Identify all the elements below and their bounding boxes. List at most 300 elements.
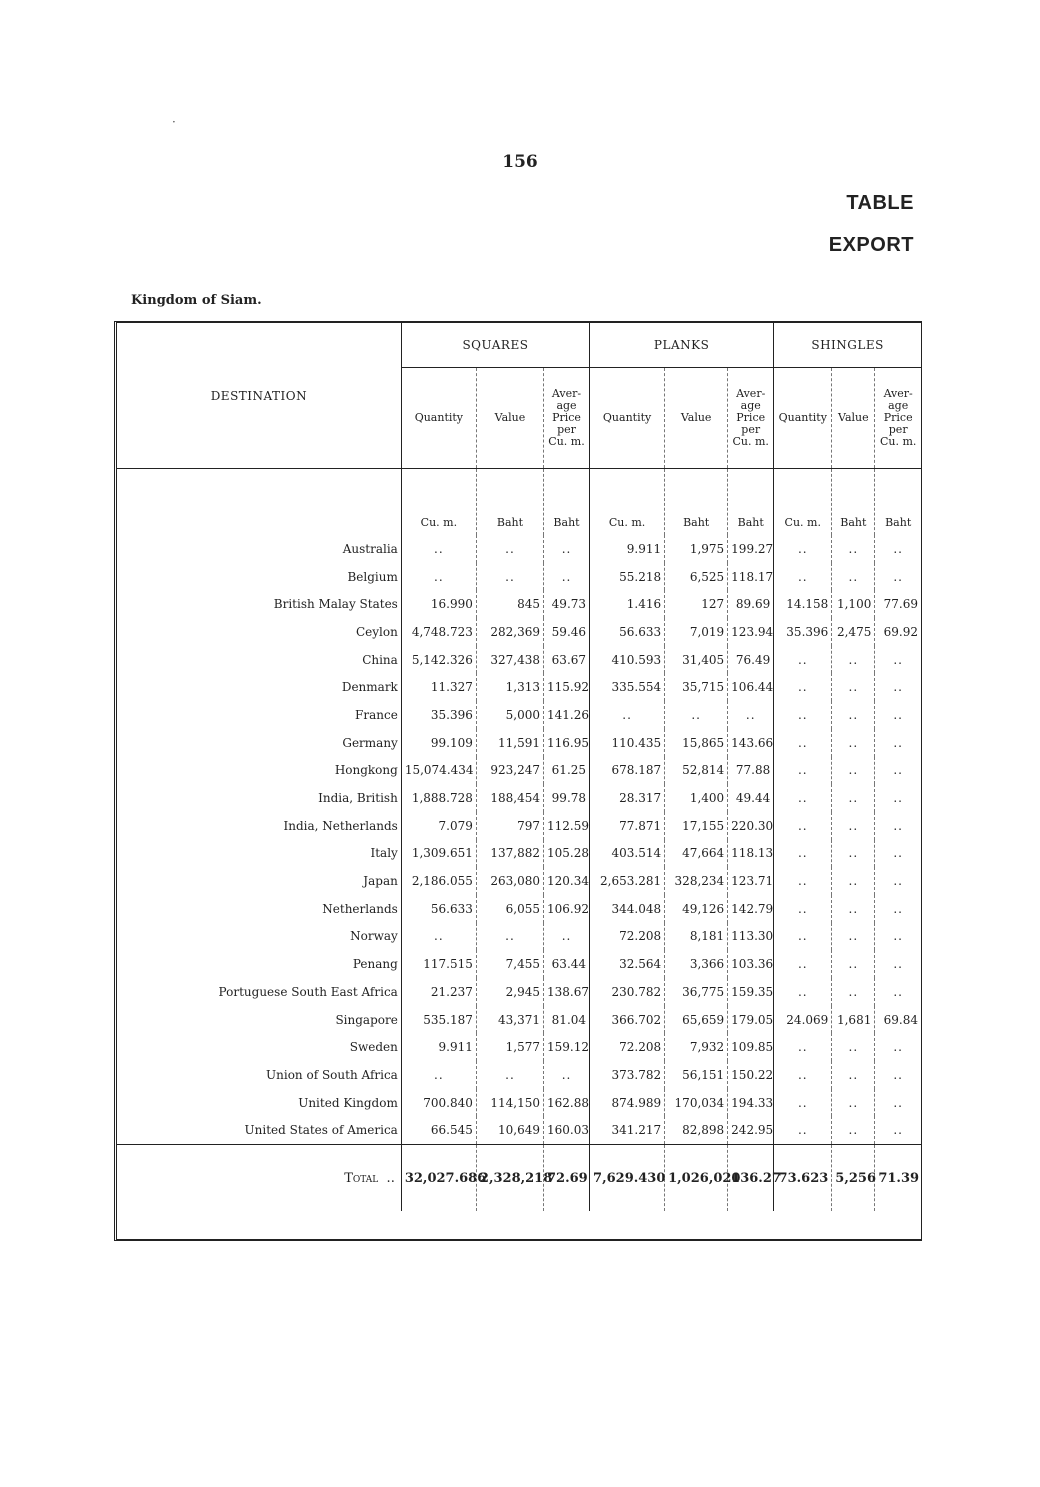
squares-avg-price-cell: 115.92: [543, 673, 589, 701]
planks-value-cell: ..: [665, 701, 728, 729]
planks-value-cell: 127: [665, 590, 728, 618]
shingles-value-cell: ..: [832, 895, 875, 923]
planks-avg-price-cell: 123.94: [728, 618, 774, 646]
squares-avg-price-cell: 106.92: [543, 895, 589, 923]
shingles-quantity-cell: ..: [774, 784, 832, 812]
planks-value-cell: 6,525: [665, 563, 728, 591]
planks-value-cell: 1,400: [665, 784, 728, 812]
planks-avg-price-cell: 143.66: [728, 729, 774, 757]
planks-value-cell: 47,664: [665, 840, 728, 868]
destination-cell: [117, 840, 401, 868]
destination-name: Netherlands: [322, 901, 398, 916]
table-row: [117, 950, 921, 978]
planks-quantity-cell: 110.435: [590, 729, 665, 757]
squares-avg-price-cell: ..: [543, 563, 589, 591]
shingles-avg-price-cell: ..: [875, 1089, 921, 1117]
destination-cell: [117, 1089, 401, 1117]
destination-name: British Malay States: [273, 597, 398, 612]
destination-cell: [117, 701, 401, 729]
shingles-quantity-cell: ..: [774, 729, 832, 757]
planks-quantity-cell: 1.416: [590, 590, 665, 618]
shingles-value-cell: 1,681: [832, 1006, 875, 1034]
planks-avg-price-cell: 142.79: [728, 895, 774, 923]
destination-name: Germany: [342, 735, 398, 750]
destination-cell: [117, 1006, 401, 1034]
shingles-avg-price-cell: ..: [875, 757, 921, 785]
planks-quantity-cell: 28.317: [590, 784, 665, 812]
destination-name: United Kingdom: [298, 1095, 398, 1110]
squares-value-cell: ..: [476, 535, 543, 563]
shingles-avg-price-cell: ..: [875, 895, 921, 923]
shingles-value-cell: ..: [832, 563, 875, 591]
shingles-quantity-cell: ..: [774, 867, 832, 895]
planks-avg-price-header: Aver-age Price per Cu. m.: [728, 368, 774, 469]
unit-cell: Baht: [728, 469, 774, 536]
planks-value-cell: 3,366: [665, 950, 728, 978]
destination-name: Australia: [342, 541, 398, 556]
table-row: [117, 646, 921, 674]
squares-value-cell: 282,369: [476, 618, 543, 646]
squares-value-cell: 10,649: [476, 1116, 543, 1144]
planks-value-cell: 52,814: [665, 757, 728, 785]
squares-quantity-cell: 15,074.434: [401, 757, 476, 785]
squares-quantity-cell: 7.079: [401, 812, 476, 840]
squares-avg-price-cell: ..: [543, 923, 589, 951]
page-number: 156: [502, 152, 538, 172]
squares-avg-price-cell: 162.88: [543, 1089, 589, 1117]
shingles-avg-price-cell: ..: [875, 784, 921, 812]
shingles-header: SHINGLES: [774, 323, 921, 368]
squares-value-cell: 6,055: [476, 895, 543, 923]
squares-value-cell: 114,150: [476, 1089, 543, 1117]
table-row: [117, 840, 921, 868]
shingles-quantity-header: Quantity: [774, 368, 832, 469]
shingles-value-cell: ..: [832, 1089, 875, 1117]
squares-quantity-cell: 16.990: [401, 590, 476, 618]
planks-quantity-cell: 335.554: [590, 673, 665, 701]
shingles-avg-price-cell: ..: [875, 1033, 921, 1061]
destination-name: Denmark: [341, 680, 398, 695]
squares-quantity-cell: 21.237: [401, 978, 476, 1006]
squares-avg-price-cell: 159.12: [543, 1033, 589, 1061]
planks-avg-price-cell: 242.95: [728, 1116, 774, 1144]
destination-cell: [117, 535, 401, 563]
planks-value-cell: 49,126: [665, 895, 728, 923]
squares-quantity-cell: ..: [401, 535, 476, 563]
planks-quantity-cell: ..: [590, 701, 665, 729]
squares-quantity-cell: ..: [401, 1061, 476, 1089]
destination-cell: [117, 950, 401, 978]
squares-value-cell: 188,454: [476, 784, 543, 812]
squares-quantity-cell: 11.327: [401, 673, 476, 701]
destination-cell: [117, 978, 401, 1006]
shingles-value-cell: ..: [832, 978, 875, 1006]
shingles-avg-price-cell: ..: [875, 1116, 921, 1144]
shingles-quantity-cell: ..: [774, 1033, 832, 1061]
squares-value-cell: 1,577: [476, 1033, 543, 1061]
squares-avg-price-cell: 81.04: [543, 1006, 589, 1034]
squares-avg-price-cell: 59.46: [543, 618, 589, 646]
destination-name: Singapore: [335, 1012, 398, 1027]
destination-cell: [117, 757, 401, 785]
shingles-value-cell: ..: [832, 757, 875, 785]
planks-quantity-cell: 72.208: [590, 1033, 665, 1061]
squares-quantity-cell: 2,186.055: [401, 867, 476, 895]
destination-cell: [117, 895, 401, 923]
planks-value-cell: 8,181: [665, 923, 728, 951]
shingles-quantity-cell: ..: [774, 1089, 832, 1117]
squares-value-cell: 327,438: [476, 646, 543, 674]
data-rows: [117, 535, 921, 1145]
squares-value-cell: 845: [476, 590, 543, 618]
planks-quantity-cell: 9.911: [590, 535, 665, 563]
shingles-value-cell: ..: [832, 950, 875, 978]
squares-value-cell: 43,371: [476, 1006, 543, 1034]
planks-value-header: Value: [665, 368, 728, 469]
shingles-avg-price-cell: 69.84: [875, 1006, 921, 1034]
planks-quantity-cell: 410.593: [590, 646, 665, 674]
unit-cell: Cu. m.: [401, 469, 476, 536]
shingles-avg-price-cell: ..: [875, 701, 921, 729]
table-row: [117, 563, 921, 591]
shingles-value-cell: ..: [832, 784, 875, 812]
planks-avg-price-cell: ..: [728, 701, 774, 729]
shingles-avg-price-cell: ..: [875, 840, 921, 868]
squares-avg-price-cell: ..: [543, 535, 589, 563]
shingles-quantity-cell: ..: [774, 646, 832, 674]
planks-value-cell: 17,155: [665, 812, 728, 840]
squares-value-cell: 263,080: [476, 867, 543, 895]
planks-avg-price-cell: 199.27: [728, 535, 774, 563]
planks-avg-price-cell: 118.17: [728, 563, 774, 591]
table-row: [117, 673, 921, 701]
shingles-quantity-cell: ..: [774, 701, 832, 729]
squares-avg-price-cell: 63.44: [543, 950, 589, 978]
unit-cell: Baht: [832, 469, 875, 536]
destination-cell: [117, 673, 401, 701]
destination-cell: [117, 590, 401, 618]
country-heading: Kingdom of Siam.: [131, 293, 262, 308]
destination-name: Ceylon: [355, 624, 398, 639]
planks-value-cell: 31,405: [665, 646, 728, 674]
shingles-avg-price-cell: ..: [875, 923, 921, 951]
destination-name: Penang: [352, 957, 398, 972]
planks-value-cell: 328,234: [665, 867, 728, 895]
table-row: [117, 1061, 921, 1089]
squares-quantity-header: Quantity: [401, 368, 476, 469]
planks-quantity-cell: 2,653.281: [590, 867, 665, 895]
shingles-quantity-cell: ..: [774, 1061, 832, 1089]
destination-name: India, British: [318, 791, 398, 806]
planks-avg-price-cell: 220.30: [728, 812, 774, 840]
squares-avg-price-cell: 63.67: [543, 646, 589, 674]
planks-quantity-cell: 77.871: [590, 812, 665, 840]
shingles-value-cell: ..: [832, 812, 875, 840]
destination-name: Italy: [370, 846, 398, 861]
destination-cell: [117, 812, 401, 840]
shingles-quantity-cell: 35.396: [774, 618, 832, 646]
table-row: [117, 1006, 921, 1034]
squares-avg-price-cell: 120.34: [543, 867, 589, 895]
shingles-value-cell: ..: [832, 840, 875, 868]
planks-quantity-cell: 230.782: [590, 978, 665, 1006]
squares-avg-price-cell: 61.25: [543, 757, 589, 785]
squares-quantity-cell: 5,142.326: [401, 646, 476, 674]
destination-name: United States of America: [244, 1123, 398, 1138]
planks-quantity-cell: 874.989: [590, 1089, 665, 1117]
squares-quantity-cell: ..: [401, 563, 476, 591]
shingles-avg-price-cell: ..: [875, 867, 921, 895]
squares-quantity-cell: 117.515: [401, 950, 476, 978]
squares-quantity-cell: 9.911: [401, 1033, 476, 1061]
table-row: [117, 701, 921, 729]
table-row: [117, 978, 921, 1006]
destination-cell: [117, 1061, 401, 1089]
squares-quantity-cell: 35.396: [401, 701, 476, 729]
shingles-quantity-cell: ..: [774, 673, 832, 701]
total-shingles-value: 5,256: [832, 1145, 875, 1212]
shingles-value-cell: ..: [832, 1116, 875, 1144]
shingles-quantity-cell: ..: [774, 950, 832, 978]
shingles-avg-price-header: Aver-age Price per Cu. m.: [875, 368, 921, 469]
table-row: [117, 1089, 921, 1117]
shingles-value-header: Value: [832, 368, 875, 469]
planks-quantity-cell: 403.514: [590, 840, 665, 868]
squares-quantity-cell: ..: [401, 923, 476, 951]
shingles-value-cell: ..: [832, 1033, 875, 1061]
destination-name: Hongkong: [334, 763, 398, 778]
planks-header: PLANKS: [590, 323, 774, 368]
planks-avg-price-cell: 150.22: [728, 1061, 774, 1089]
total-planks-avg-price: 136.27: [728, 1145, 774, 1212]
planks-quantity-cell: 32.564: [590, 950, 665, 978]
total-planks-value: 1,026,020: [665, 1145, 728, 1212]
shingles-quantity-cell: ..: [774, 978, 832, 1006]
planks-value-cell: 82,898: [665, 1116, 728, 1144]
squares-quantity-cell: 99.109: [401, 729, 476, 757]
table-row: [117, 784, 921, 812]
shingles-value-cell: 1,100: [832, 590, 875, 618]
squares-value-cell: 797: [476, 812, 543, 840]
planks-avg-price-cell: 49.44: [728, 784, 774, 812]
planks-avg-price-cell: 113.30: [728, 923, 774, 951]
destination-name: Sweden: [349, 1040, 398, 1055]
planks-avg-price-cell: 109.85: [728, 1033, 774, 1061]
planks-quantity-cell: 56.633: [590, 618, 665, 646]
unit-cell: Cu. m.: [774, 469, 832, 536]
shingles-value-cell: ..: [832, 701, 875, 729]
destination-name: France: [355, 707, 398, 722]
squares-value-cell: ..: [476, 563, 543, 591]
planks-avg-price-cell: 179.05: [728, 1006, 774, 1034]
planks-quantity-cell: 366.702: [590, 1006, 665, 1034]
table-row: [117, 895, 921, 923]
total-label: Total: [344, 1170, 379, 1186]
destination-name: Belgium: [347, 569, 398, 584]
total-shingles-avg-price: 71.39: [875, 1145, 921, 1212]
shingles-quantity-cell: ..: [774, 895, 832, 923]
planks-avg-price-cell: 103.36: [728, 950, 774, 978]
destination-header: DESTINATION: [117, 323, 401, 469]
squares-quantity-cell: 1,888.728: [401, 784, 476, 812]
table-row: [117, 590, 921, 618]
squares-value-cell: 923,247: [476, 757, 543, 785]
unit-cell: Baht: [476, 469, 543, 536]
shingles-value-cell: ..: [832, 729, 875, 757]
shingles-avg-price-cell: ..: [875, 950, 921, 978]
table-row: [117, 618, 921, 646]
destination-name: Norway: [350, 929, 398, 944]
squares-avg-price-cell: 160.03: [543, 1116, 589, 1144]
squares-value-cell: 11,591: [476, 729, 543, 757]
planks-avg-price-cell: 89.69: [728, 590, 774, 618]
destination-cell: [117, 867, 401, 895]
shingles-avg-price-cell: ..: [875, 646, 921, 674]
squares-header: SQUARES: [401, 323, 589, 368]
destination-cell: [117, 1116, 401, 1144]
squares-avg-price-header: Aver-age Price per Cu. m.: [543, 368, 589, 469]
planks-avg-price-cell: 194.33: [728, 1089, 774, 1117]
shingles-value-cell: ..: [832, 867, 875, 895]
unit-cell: Cu. m.: [590, 469, 665, 536]
table-title: TABLE: [846, 192, 914, 214]
export-data-table: [117, 323, 921, 1211]
planks-value-cell: 56,151: [665, 1061, 728, 1089]
unit-cell: Baht: [543, 469, 589, 536]
speck-mark: ·: [172, 115, 176, 129]
shingles-quantity-cell: ..: [774, 563, 832, 591]
planks-quantity-cell: 341.217: [590, 1116, 665, 1144]
destination-name: Portuguese South East Africa: [218, 984, 398, 999]
export-table: [114, 321, 922, 1241]
units-row: [117, 469, 921, 536]
squares-quantity-cell: 56.633: [401, 895, 476, 923]
shingles-avg-price-cell: 77.69: [875, 590, 921, 618]
destination-cell: [117, 784, 401, 812]
planks-value-cell: 36,775: [665, 978, 728, 1006]
total-shingles-quantity: 73.623: [774, 1145, 832, 1212]
planks-quantity-cell: 55.218: [590, 563, 665, 591]
destination-name: Union of South Africa: [266, 1067, 398, 1082]
shingles-value-cell: ..: [832, 1061, 875, 1089]
planks-value-cell: 1,975: [665, 535, 728, 563]
planks-avg-price-cell: 118.13: [728, 840, 774, 868]
destination-cell: [117, 1033, 401, 1061]
shingles-avg-price-cell: ..: [875, 535, 921, 563]
planks-avg-price-cell: 76.49: [728, 646, 774, 674]
planks-quantity-header: Quantity: [590, 368, 665, 469]
squares-avg-price-cell: 49.73: [543, 590, 589, 618]
squares-quantity-cell: 1,309.651: [401, 840, 476, 868]
total-squares-quantity: 32,027.686: [401, 1145, 476, 1212]
shingles-quantity-cell: ..: [774, 757, 832, 785]
table-row: [117, 923, 921, 951]
shingles-avg-price-cell: ..: [875, 673, 921, 701]
squares-avg-price-cell: 141.26: [543, 701, 589, 729]
shingles-avg-price-cell: ..: [875, 1061, 921, 1089]
shingles-quantity-cell: ..: [774, 1116, 832, 1144]
table-row: [117, 1033, 921, 1061]
planks-value-cell: 15,865: [665, 729, 728, 757]
shingles-avg-price-cell: ..: [875, 978, 921, 1006]
planks-value-cell: 65,659: [665, 1006, 728, 1034]
shingles-quantity-cell: 24.069: [774, 1006, 832, 1034]
squares-avg-price-cell: 138.67: [543, 978, 589, 1006]
shingles-value-cell: 2,475: [832, 618, 875, 646]
total-planks-quantity: 7,629.430: [590, 1145, 665, 1212]
squares-value-cell: 137,882: [476, 840, 543, 868]
shingles-quantity-cell: ..: [774, 535, 832, 563]
table-row: [117, 757, 921, 785]
planks-avg-price-cell: 77.88: [728, 757, 774, 785]
squares-value-header: Value: [476, 368, 543, 469]
table-row: [117, 867, 921, 895]
squares-quantity-cell: 700.840: [401, 1089, 476, 1117]
total-squares-avg-price: 72.69: [543, 1145, 589, 1212]
shingles-value-cell: ..: [832, 646, 875, 674]
shingles-quantity-cell: 14.158: [774, 590, 832, 618]
shingles-avg-price-cell: ..: [875, 812, 921, 840]
shingles-quantity-cell: ..: [774, 923, 832, 951]
unit-cell: Baht: [875, 469, 921, 536]
shingles-quantity-cell: ..: [774, 840, 832, 868]
squares-quantity-cell: 66.545: [401, 1116, 476, 1144]
squares-quantity-cell: 4,748.723: [401, 618, 476, 646]
table-subtitle: EXPORT: [828, 234, 914, 256]
squares-value-cell: 7,455: [476, 950, 543, 978]
total-squares-value: 2,328,218: [476, 1145, 543, 1212]
squares-value-cell: 2,945: [476, 978, 543, 1006]
planks-avg-price-cell: 159.35: [728, 978, 774, 1006]
planks-quantity-cell: 373.782: [590, 1061, 665, 1089]
planks-value-cell: 170,034: [665, 1089, 728, 1117]
destination-name: Japan: [363, 874, 398, 889]
shingles-avg-price-cell: ..: [875, 729, 921, 757]
destination-cell: [117, 646, 401, 674]
table-row: [117, 729, 921, 757]
planks-quantity-cell: 344.048: [590, 895, 665, 923]
squares-avg-price-cell: 99.78: [543, 784, 589, 812]
shingles-quantity-cell: ..: [774, 812, 832, 840]
table-row: [117, 812, 921, 840]
squares-avg-price-cell: ..: [543, 1061, 589, 1089]
destination-cell: [117, 729, 401, 757]
squares-value-cell: ..: [476, 923, 543, 951]
squares-value-cell: 1,313: [476, 673, 543, 701]
planks-value-cell: 7,932: [665, 1033, 728, 1061]
planks-quantity-cell: 678.187: [590, 757, 665, 785]
planks-value-cell: 7,019: [665, 618, 728, 646]
destination-cell: [117, 618, 401, 646]
total-row: Total .. 32,027.686 2,328,218 72.69 7,629.430 1,026,020 136.27 73.623 5,256 71.39: [117, 1145, 921, 1212]
table-row: [117, 1116, 921, 1144]
destination-cell: [117, 563, 401, 591]
destination-cell: [117, 923, 401, 951]
planks-value-cell: 35,715: [665, 673, 728, 701]
table-row: [117, 535, 921, 563]
shingles-avg-price-cell: ..: [875, 563, 921, 591]
shingles-value-cell: ..: [832, 923, 875, 951]
squares-avg-price-cell: 105.28: [543, 840, 589, 868]
planks-quantity-cell: 72.208: [590, 923, 665, 951]
shingles-avg-price-cell: 69.92: [875, 618, 921, 646]
squares-avg-price-cell: 116.95: [543, 729, 589, 757]
planks-avg-price-cell: 123.71: [728, 867, 774, 895]
unit-cell: Baht: [665, 469, 728, 536]
squares-value-cell: ..: [476, 1061, 543, 1089]
squares-quantity-cell: 535.187: [401, 1006, 476, 1034]
shingles-value-cell: ..: [832, 535, 875, 563]
